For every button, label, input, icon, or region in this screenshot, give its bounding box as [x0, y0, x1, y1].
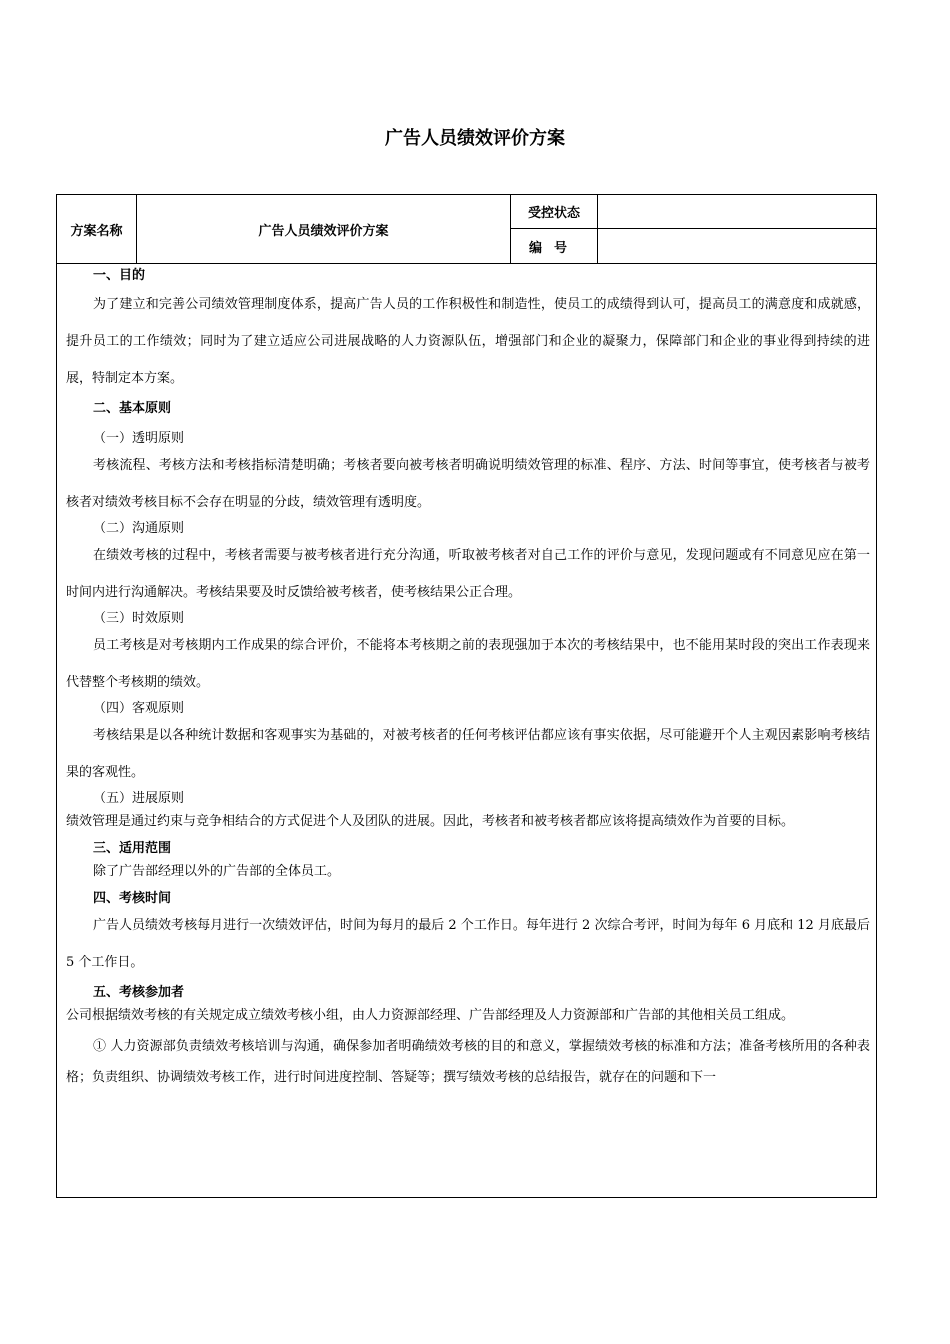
plan-name-label: 方案名称 — [57, 195, 137, 263]
section-time-heading: 四、考核时间 — [93, 891, 172, 906]
principle-communication-heading: （二）沟通原则 — [93, 521, 185, 536]
section-principles-heading: 二、基本原则 — [93, 401, 172, 416]
section-participants-text: 公司根据绩效考核的有关规定成立绩效考核小组，由人力资源部经理、广告部经理及人力资源部和广告部的其他相关员工组成。 — [66, 1008, 795, 1023]
section-scope-heading: 三、适用范围 — [93, 841, 172, 856]
principle-transparency-text: 考核流程、考核方法和考核指标清楚明确；考核者要向被考核者明确说明绩效管理的标准、程序、方法、时间等事宜，使考核者与被考核者对绩效考核目标不会存在明显的分歧，绩效管理有透明度。 — [66, 458, 870, 510]
plan-form — [56, 194, 877, 1198]
section-purpose-heading: 一、目的 — [93, 268, 146, 283]
control-status-label: 受控状态 — [511, 195, 598, 229]
form-body — [66, 263, 870, 1093]
section-purpose-text: 为了建立和完善公司绩效管理制度体系，提高广告人员的工作积极性和制造性，使员工的成绩得到认可，提高员工的满意度和成就感，提升员工的工作绩效；同时为了建立适应公司进展战略的人力资源队伍，增强部门和企业的凝聚力，保障部门和企业的事业得到持续的进展，特制定本方案。 — [66, 297, 870, 386]
number-value — [598, 229, 876, 263]
form-header — [57, 195, 876, 264]
plan-name-value: 广告人员绩效评价方案 — [137, 195, 511, 263]
section-participants-heading: 五、考核参加者 — [93, 985, 185, 1000]
participants-hr-duties-text: ① 人力资源部负责绩效考核培训与沟通，确保参加者明确绩效考核的目的和意义，掌握绩效考核的标准和方法；准备考核所用的各种表格；负责组织、协调绩效考核工作，进行时间进度控制、答疑等；撰写绩效考核的总结报告，就存在的问题和下一 — [66, 1039, 870, 1085]
section-scope-text: 除了广告部经理以外的广告部的全体员工。 — [93, 864, 341, 879]
principle-communication-text: 在绩效考核的过程中，考核者需要与被考核者进行充分沟通，听取被考核者对自己工作的评价与意见，发现问题或有不同意见应在第一时间内进行沟通解决。考核结果要及时反馈给被考核者，使考核结果公正合理。 — [66, 548, 870, 600]
principle-timeliness-text: 员工考核是对考核期内工作成果的综合评价，不能将本考核期之前的表现强加于本次的考核结果中，也不能用某时段的突出工作表现来代替整个考核期的绩效。 — [66, 638, 870, 690]
principle-objectivity-heading: （四）客观原则 — [93, 701, 185, 716]
principle-development-heading: （五）进展原则 — [93, 791, 185, 806]
principle-objectivity-text: 考核结果是以各种统计数据和客观事实为基础的，对被考核者的任何考核评估都应该有事实依据，尽可能避开个人主观因素影响考核结果的客观性。 — [66, 728, 870, 780]
principle-timeliness-heading: （三）时效原则 — [93, 611, 185, 626]
document-title: 广告人员绩效评价方案 — [385, 128, 565, 149]
principle-development-text: 绩效管理是通过约束与竞争相结合的方式促进个人及团队的进展。因此，考核者和被考核者都应该将提高绩效作为首要的目标。 — [66, 814, 795, 829]
number-label: 编号 — [511, 229, 598, 263]
section-time-text: 广告人员绩效考核每月进行一次绩效评估，时间为每月的最后 2 个工作日。每年进行 2 次综合考评，时间为每年 6 月底和 12 月底最后 5 个工作日。 — [66, 918, 870, 970]
control-status-value — [598, 195, 876, 229]
principle-transparency-heading: （一）透明原则 — [93, 431, 185, 446]
